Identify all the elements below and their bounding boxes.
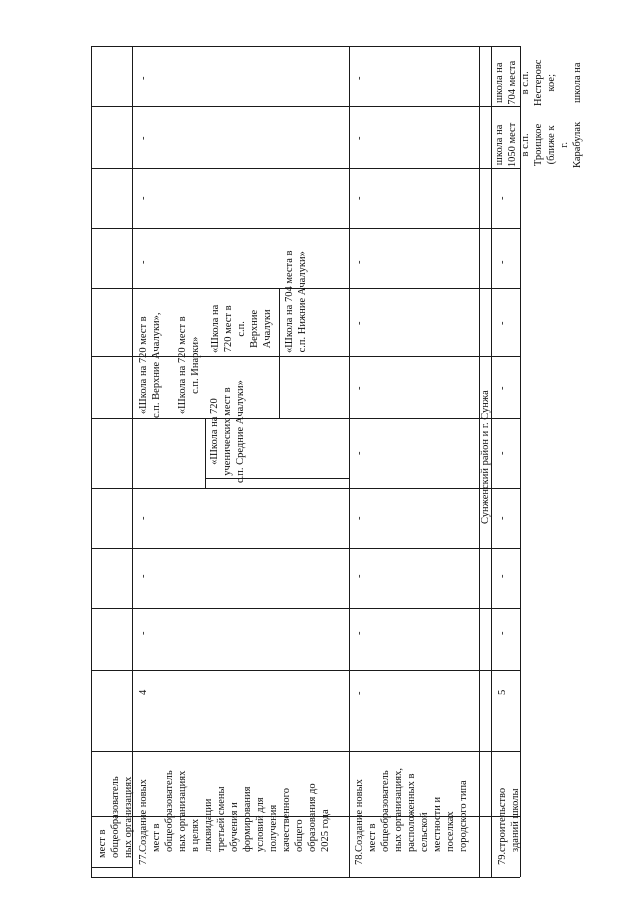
text-line: «Школа на bbox=[210, 304, 221, 353]
text-line: в с.п. bbox=[520, 133, 531, 157]
text-line: с.п. bbox=[236, 321, 247, 337]
row-78-dash: - bbox=[354, 196, 365, 200]
row-divider bbox=[91, 168, 520, 169]
row-78-dash: - bbox=[354, 631, 365, 635]
text-line: Троицкое bbox=[533, 123, 544, 167]
text-line: в целях bbox=[190, 818, 201, 852]
row-78-dash: - bbox=[354, 260, 365, 264]
row-79-dash: - bbox=[497, 196, 508, 200]
text-line: Верхние bbox=[249, 309, 260, 348]
text-line: общего bbox=[294, 819, 305, 852]
row-79-number: 79. bbox=[497, 851, 508, 865]
text-line: в с.п. bbox=[520, 71, 531, 95]
row-divider bbox=[91, 608, 520, 609]
row-78-dash: - bbox=[354, 76, 365, 80]
row-78-dash: - bbox=[354, 386, 365, 390]
row-78-dash: - bbox=[354, 451, 365, 455]
row-77-dash: - bbox=[138, 631, 149, 635]
row-77-name bbox=[137, 770, 332, 852]
text-line: ных организациях bbox=[177, 770, 188, 852]
text-line: школа на bbox=[494, 62, 505, 104]
text-line: условий для bbox=[255, 797, 266, 852]
text-line: Карабулак bbox=[572, 121, 583, 168]
text-line: общеобразователь bbox=[380, 770, 391, 852]
row-79-name bbox=[496, 788, 522, 852]
text-line: школа на bbox=[572, 62, 583, 104]
row-divider bbox=[91, 867, 132, 868]
col-divider bbox=[132, 46, 133, 877]
text-line: Создание новых bbox=[138, 779, 149, 852]
text-line: общеобразователь bbox=[164, 770, 175, 852]
text-line: ученических мест в bbox=[222, 387, 233, 476]
text-line: с.п. Верхние Ачалуки», bbox=[151, 312, 162, 418]
text-line: расположенных в bbox=[406, 773, 417, 852]
text-line: общеобразователь bbox=[110, 776, 121, 858]
table-border-right bbox=[520, 46, 521, 877]
text-line: мест в bbox=[367, 823, 378, 852]
text-line: 720 мест в bbox=[223, 305, 234, 353]
text-line: ликвидации bbox=[203, 798, 214, 852]
row-divider bbox=[91, 548, 520, 549]
text-line: с.п. Средние Ачалуки» bbox=[235, 380, 246, 483]
text-line: ных организациях bbox=[123, 776, 134, 858]
text-line: «Школа на 704 места в bbox=[284, 250, 295, 353]
row-77-school-verkhnie-inarki bbox=[137, 312, 202, 418]
text-line: с.п. Инарки» bbox=[190, 336, 201, 394]
text-line: обучения и bbox=[229, 802, 240, 852]
col-divider bbox=[279, 288, 280, 418]
text-line: «Школа на 720 bbox=[209, 398, 220, 465]
row-79-dash: - bbox=[497, 321, 508, 325]
col-divider bbox=[205, 418, 206, 488]
row-78-dash: - bbox=[354, 136, 365, 140]
row-77-dash: - bbox=[138, 76, 149, 80]
text-line: зданий школы bbox=[510, 788, 521, 852]
row-79-dash: - bbox=[497, 516, 508, 520]
row-divider bbox=[91, 670, 520, 671]
text-line: третьей смены bbox=[216, 786, 227, 852]
text-line: Нестеровс bbox=[533, 59, 544, 106]
text-line: строительство bbox=[497, 787, 508, 852]
section-header: Сунженский район и г. Сунжа bbox=[480, 390, 491, 524]
row-79-dash: - bbox=[497, 386, 508, 390]
row-77-col1: 4 bbox=[138, 689, 149, 695]
row-79-dash: - bbox=[497, 574, 508, 578]
text-line: мест в bbox=[97, 829, 108, 858]
text-line: качественного bbox=[281, 788, 292, 852]
table-border-left bbox=[91, 46, 92, 877]
row-79-dash: - bbox=[497, 631, 508, 635]
text-line: «Школа на 720 мест в bbox=[177, 316, 188, 415]
row-77-dash: - bbox=[138, 136, 149, 140]
text-line: 1050 мест bbox=[507, 122, 518, 168]
text-line: 2025 года bbox=[320, 809, 331, 852]
text-line: образования до bbox=[307, 783, 318, 852]
text-line bbox=[558, 60, 571, 106]
row-78-number: 78. bbox=[354, 851, 365, 865]
row-77-dash: - bbox=[138, 574, 149, 578]
text-line: поселках bbox=[445, 811, 456, 852]
row-77-dash: - bbox=[138, 260, 149, 264]
text-line: Ачалуки bbox=[262, 309, 273, 349]
row-79-school-nesterovskoe bbox=[493, 60, 584, 106]
row-77-dash: - bbox=[138, 516, 149, 520]
row-divider bbox=[91, 877, 520, 878]
col-divider bbox=[349, 46, 350, 877]
text-line: г. bbox=[559, 142, 570, 148]
row-79-dash: - bbox=[497, 451, 508, 455]
row-divider bbox=[91, 106, 520, 107]
text-line: «Школа на 720 мест в bbox=[138, 316, 149, 415]
text-line: ных организациях, bbox=[393, 767, 404, 852]
row-78-dash: - bbox=[354, 516, 365, 520]
row-78-dash: - bbox=[354, 574, 365, 578]
text-line: сельской bbox=[419, 812, 430, 852]
row-78-name bbox=[353, 768, 470, 852]
row-77-school-srednie bbox=[208, 380, 247, 483]
row-divider bbox=[91, 418, 520, 419]
text-line bbox=[163, 312, 176, 418]
row-divider bbox=[91, 488, 520, 489]
row-77-school-nizhnie bbox=[283, 250, 309, 353]
text-line: (ближе к bbox=[546, 125, 557, 165]
text-line: формирования bbox=[242, 786, 253, 852]
row-79-dash: - bbox=[497, 260, 508, 264]
text-line: получения bbox=[268, 804, 279, 852]
table-border-top bbox=[91, 46, 520, 47]
cell-split bbox=[279, 356, 349, 357]
row-79-col1: 5 bbox=[497, 689, 508, 695]
text-line: Создание новых bbox=[354, 779, 365, 852]
text-line: местности и bbox=[432, 796, 443, 852]
text-line: с.п. Нижние Ачалуки» bbox=[297, 251, 308, 353]
row-77-number: 77. bbox=[138, 851, 149, 865]
text-line: 704 места bbox=[507, 60, 518, 105]
text-line: кое; bbox=[546, 74, 557, 92]
text-line: школа на bbox=[494, 124, 505, 166]
row-78-dash: - bbox=[354, 691, 365, 695]
row-divider bbox=[91, 228, 520, 229]
row-79-school-troitskoe bbox=[493, 122, 584, 168]
row-77-school-verkhnie-2 bbox=[209, 305, 274, 353]
row-divider bbox=[91, 751, 520, 752]
text-line: городского типа bbox=[458, 780, 469, 852]
prev-row-name bbox=[96, 776, 135, 858]
text-line: мест в bbox=[151, 823, 162, 852]
row-77-dash: - bbox=[138, 196, 149, 200]
row-78-dash: - bbox=[354, 321, 365, 325]
